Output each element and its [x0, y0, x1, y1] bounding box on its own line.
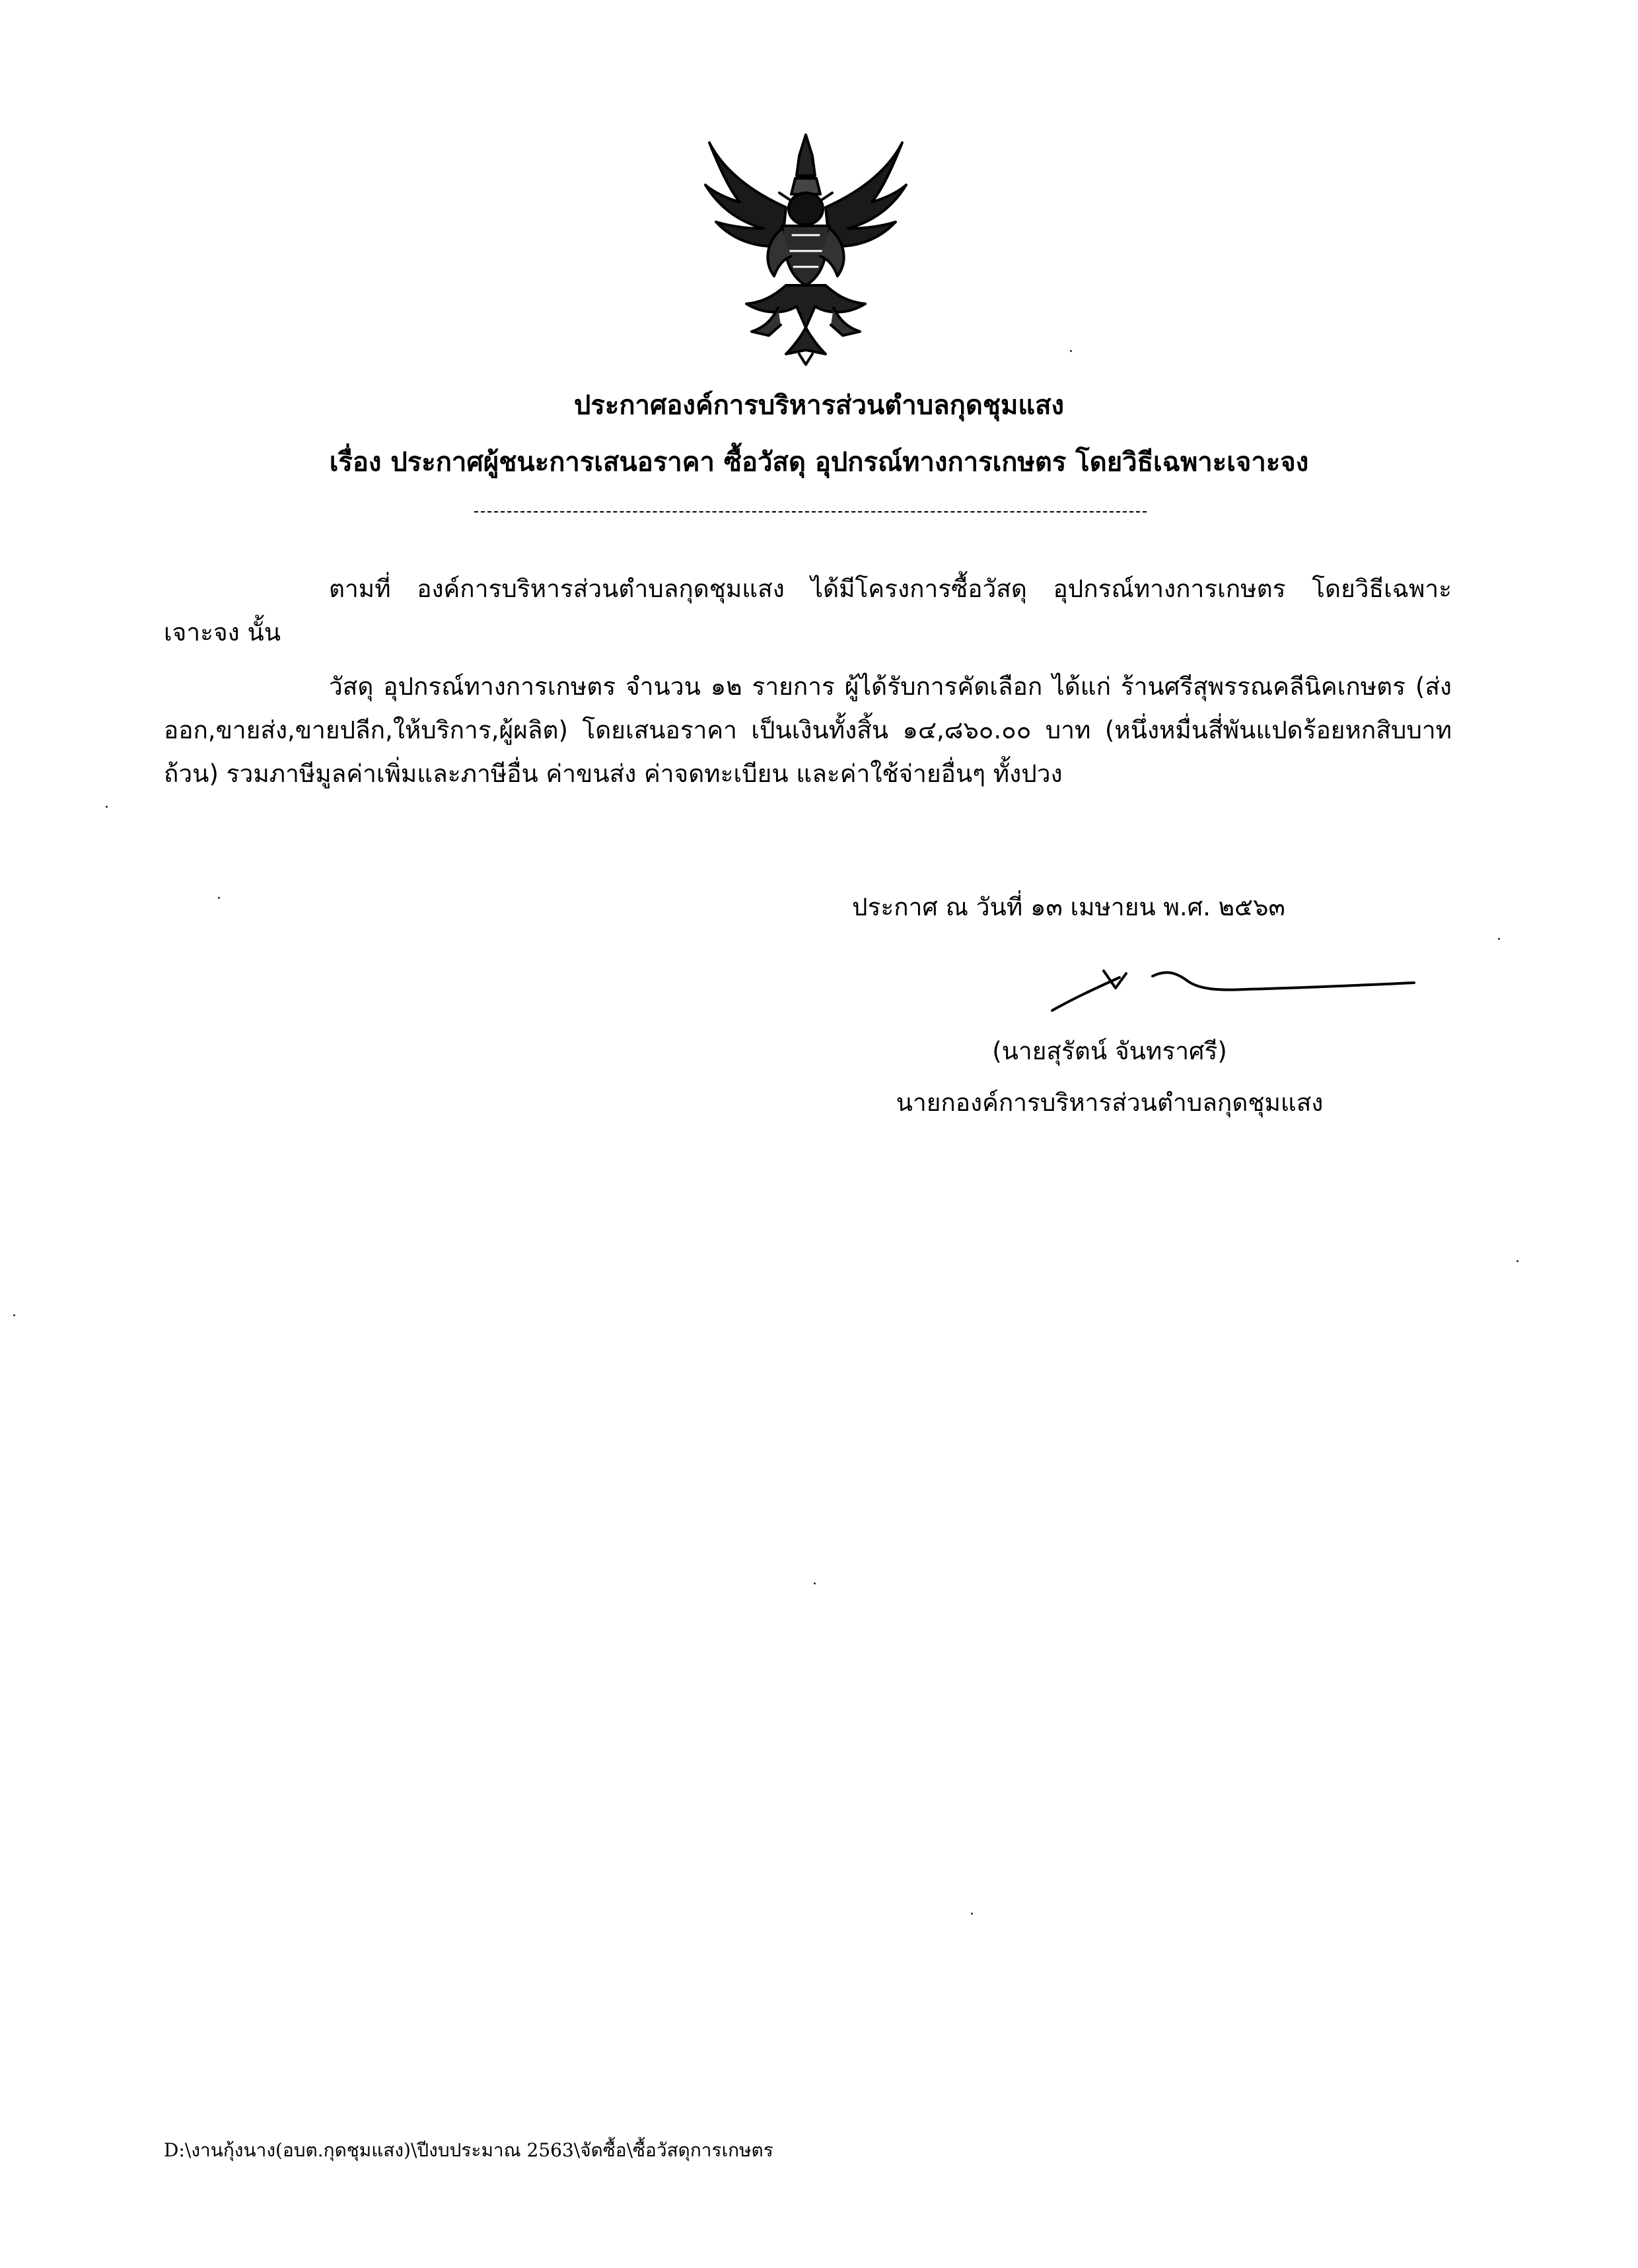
announcement-title: ประกาศองค์การบริหารส่วนตำบลกุดชุมแสง	[573, 390, 1065, 421]
announcement-date: ประกาศ ณ วันที่ ๑๓ เมษายน พ.ศ. ๒๕๖๓	[852, 893, 1285, 921]
file-path-footer: D:\งานกุ้งนาง(อบต.กุดชุมแสง)\ปีงบประมาณ 2563\จัดซื้อ\ซื้อวัสดุการเกษตร	[164, 2139, 773, 2161]
scan-speck	[1516, 1260, 1518, 1262]
scan-speck	[1498, 938, 1500, 940]
scan-speck	[218, 897, 220, 899]
signer-position: นายกองค์การบริหารส่วนตำบลกุดชุมแสง	[896, 1088, 1324, 1117]
signer-name: (นายสุรัตน์ จันทราศรี)	[992, 1037, 1227, 1065]
garuda-emblem-icon	[700, 129, 911, 367]
body-paragraph-2: วัสดุ อุปกรณ์ทางการเกษตร จำนวน ๑๒ รายการ ผู้ได้รับการคัดเลือก ได้แก่ ร้านศรีสุพรรณคลีนิคเกษตร (ส่งออก,ขายส่ง,ขายปลีก,ให้บริการ,ผู้ผลิต) โดยเสนอราคา เป็นเงินทั้งสิ้น ๑๔,๘๖๐.๐๐ บาท (หนึ่งหมื่นสี่พันแปดร้อยหกสิบบาทถ้วน) รวมภาษีมูลค่าเพิ่มและภาษีอื่น ค่าขนส่ง ค่าจดทะเบียน และค่าใช้จ่ายอื่นๆ ทั้งปวง	[164, 672, 1452, 788]
scan-speck	[814, 1582, 816, 1584]
scan-speck	[1070, 350, 1072, 352]
announcement-subject: เรื่อง ประกาศผู้ชนะการเสนอราคา ซื้อวัสดุ อุปกรณ์ทางการเกษตร โดยวิธีเฉพาะเจาะจง	[329, 447, 1309, 478]
body-paragraph-1: ตามที่ องค์การบริหารส่วนตำบลกุดชุมแสง ได้มีโครงการซื้อวัสดุ อุปกรณ์ทางการเกษตร โดยวิธีเฉพาะเจาะจง นั้น	[164, 575, 1452, 647]
scan-speck	[106, 806, 108, 808]
title-divider	[474, 511, 1147, 513]
scan-speck	[971, 1913, 973, 1915]
scan-speck	[13, 1314, 15, 1316]
handwritten-signature	[1047, 964, 1420, 1020]
